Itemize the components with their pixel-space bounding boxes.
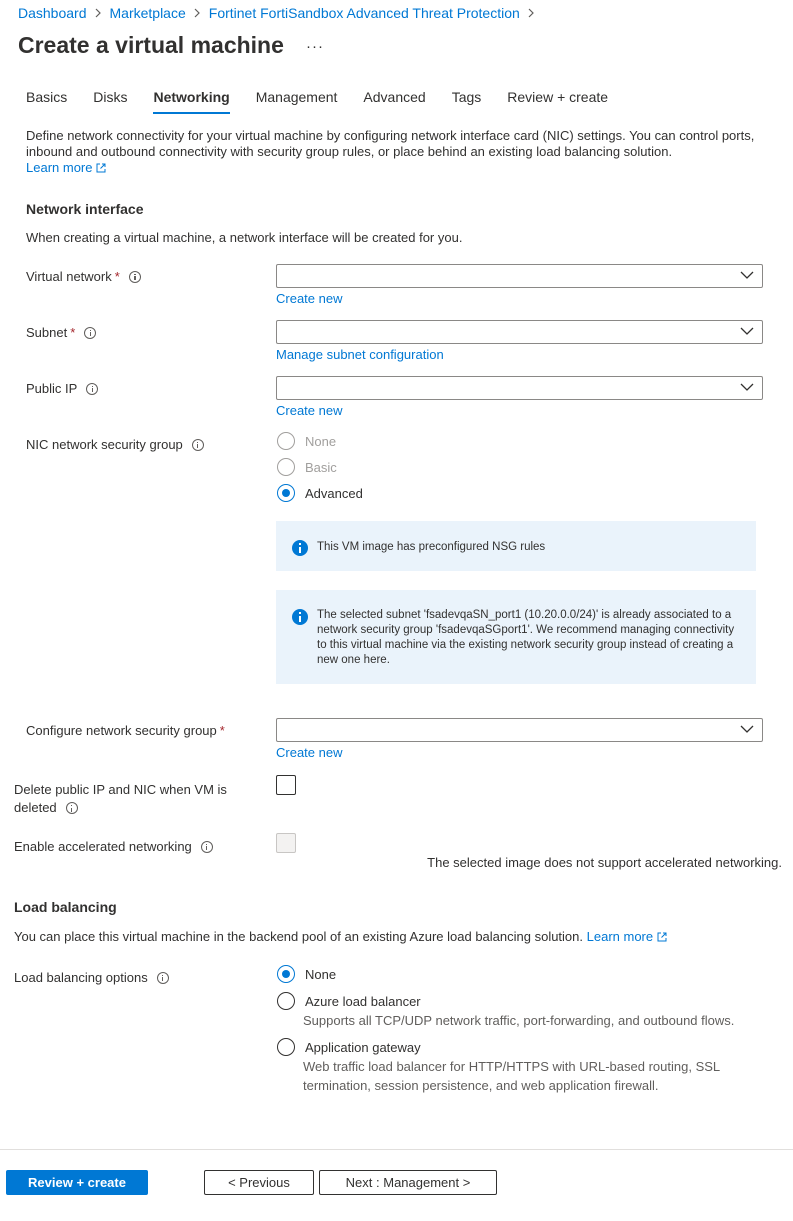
learn-more-link[interactable]: Learn more (26, 160, 106, 175)
network-interface-description: When creating a virtual machine, a network interface will be created for you. (26, 230, 463, 245)
application-gateway-description: Web traffic load balancer for HTTP/HTTPS with URL-based routing, SSL termination, session persistence, and web application firewall. (303, 1059, 720, 1093)
nic-nsg-option-none[interactable]: None (277, 432, 336, 450)
external-link-icon (657, 932, 667, 942)
info-icon[interactable] (66, 802, 78, 814)
tab-basics[interactable]: Basics (26, 89, 68, 105)
info-icon[interactable] (192, 439, 204, 451)
nic-nsg-label: NIC network security group (26, 437, 204, 452)
tab-disks[interactable]: Disks (93, 89, 128, 105)
network-interface-title: Network interface (26, 201, 144, 217)
configure-nsg-label: Configure network security group * (26, 723, 225, 738)
footer-divider (0, 1149, 793, 1150)
next-management-button[interactable]: Next : Management > (319, 1170, 497, 1195)
intro-text: Define network connectivity for your virtual machine by configuring network interface card (NIC) settings. You can control ports, inbound and outbound connectivity with security group rules, or place behind an existing load balancing solution. (26, 128, 755, 159)
radio-button[interactable] (277, 432, 295, 450)
load-balancing-title: Load balancing (14, 899, 117, 915)
breadcrumb (18, 5, 543, 21)
chevron-down-icon (740, 326, 754, 336)
public-ip-label: Public IP (26, 381, 98, 396)
external-link-icon (96, 163, 106, 173)
radio-button[interactable] (277, 484, 295, 502)
breadcrumb-product[interactable]: Fortinet FortiSandbox Advanced Threat Protection (208, 5, 520, 21)
nic-nsg-option-basic[interactable]: Basic (277, 458, 337, 476)
radio-button[interactable] (277, 965, 295, 983)
tab-tags[interactable]: Tags (451, 89, 482, 105)
info-box-existing-subnet-nsg: The selected subnet 'fsadevqaSN_port1 (10.20.0.0/24)' is already associated to a network security group 'fsadevqaSGport1'. We recommend managing connectivity to this virtual machine via the existing network security group instead of creating a new one here. (276, 590, 756, 684)
load-balancing-learn-more-link[interactable]: Learn more (587, 929, 667, 944)
tab-advanced[interactable]: Advanced (363, 89, 426, 105)
create-new-public-ip-link[interactable]: Create new (276, 403, 343, 418)
lb-option-application-gateway[interactable]: Application gateway (277, 1038, 421, 1056)
radio-button[interactable] (277, 992, 295, 1010)
create-new-virtual-network-link[interactable]: Create new (276, 291, 343, 306)
breadcrumb-dashboard[interactable]: Dashboard (18, 5, 87, 21)
virtual-network-dropdown[interactable] (276, 264, 763, 288)
chevron-down-icon (740, 270, 754, 280)
info-icon[interactable] (157, 972, 169, 984)
info-icon[interactable] (86, 383, 98, 395)
virtual-network-label: Virtual network * (26, 269, 141, 284)
chevron-right-icon (194, 8, 201, 18)
load-balancing-options-label: Load balancing options (14, 970, 169, 985)
delete-public-ip-checkbox[interactable] (276, 775, 296, 795)
more-options-icon[interactable]: ··· (306, 38, 324, 55)
tab-networking[interactable]: Networking (153, 89, 229, 114)
accelerated-networking-checkbox[interactable] (276, 833, 296, 853)
subnet-dropdown[interactable] (276, 320, 763, 344)
azure-load-balancer-description: Supports all TCP/UDP network traffic, port-forwarding, and outbound flows. (303, 1013, 735, 1028)
lb-option-azure-load-balancer[interactable]: Azure load balancer (277, 992, 421, 1010)
delete-public-ip-label: Delete public IP and NIC when VM is deleted (14, 782, 227, 815)
nic-nsg-option-advanced[interactable]: Advanced (277, 484, 363, 502)
public-ip-dropdown[interactable] (276, 376, 763, 400)
info-filled-icon (292, 540, 308, 556)
load-balancing-description: You can place this virtual machine in the backend pool of an existing Azure load balancing solution. Learn more (14, 929, 667, 944)
tab-management[interactable]: Management (255, 89, 338, 105)
info-filled-icon (292, 609, 308, 625)
radio-button[interactable] (277, 1038, 295, 1056)
chevron-down-icon (740, 724, 754, 734)
chevron-down-icon (740, 382, 754, 392)
tab-bar (26, 89, 634, 114)
chevron-right-icon (528, 8, 535, 18)
intro-description (26, 128, 771, 176)
tab-review-create[interactable]: Review + create (507, 89, 609, 105)
info-icon[interactable] (84, 327, 96, 339)
info-icon[interactable] (201, 841, 213, 853)
previous-button[interactable]: < Previous (204, 1170, 314, 1195)
accelerated-networking-note: The selected image does not support accelerated networking. (427, 855, 782, 870)
info-box-preconfigured-nsg: This VM image has preconfigured NSG rules (276, 521, 756, 571)
page-title: Create a virtual machine (18, 32, 284, 58)
configure-nsg-dropdown[interactable] (276, 718, 763, 742)
review-create-button[interactable]: Review + create (6, 1170, 148, 1195)
manage-subnet-link[interactable]: Manage subnet configuration (276, 347, 444, 362)
accelerated-networking-label: Enable accelerated networking (14, 839, 213, 854)
chevron-right-icon (95, 8, 102, 18)
create-new-nsg-link[interactable]: Create new (276, 745, 343, 760)
breadcrumb-marketplace[interactable]: Marketplace (109, 5, 186, 21)
info-icon[interactable] (129, 271, 141, 283)
lb-option-none[interactable]: None (277, 965, 336, 983)
radio-button[interactable] (277, 458, 295, 476)
subnet-label: Subnet * (26, 325, 96, 340)
